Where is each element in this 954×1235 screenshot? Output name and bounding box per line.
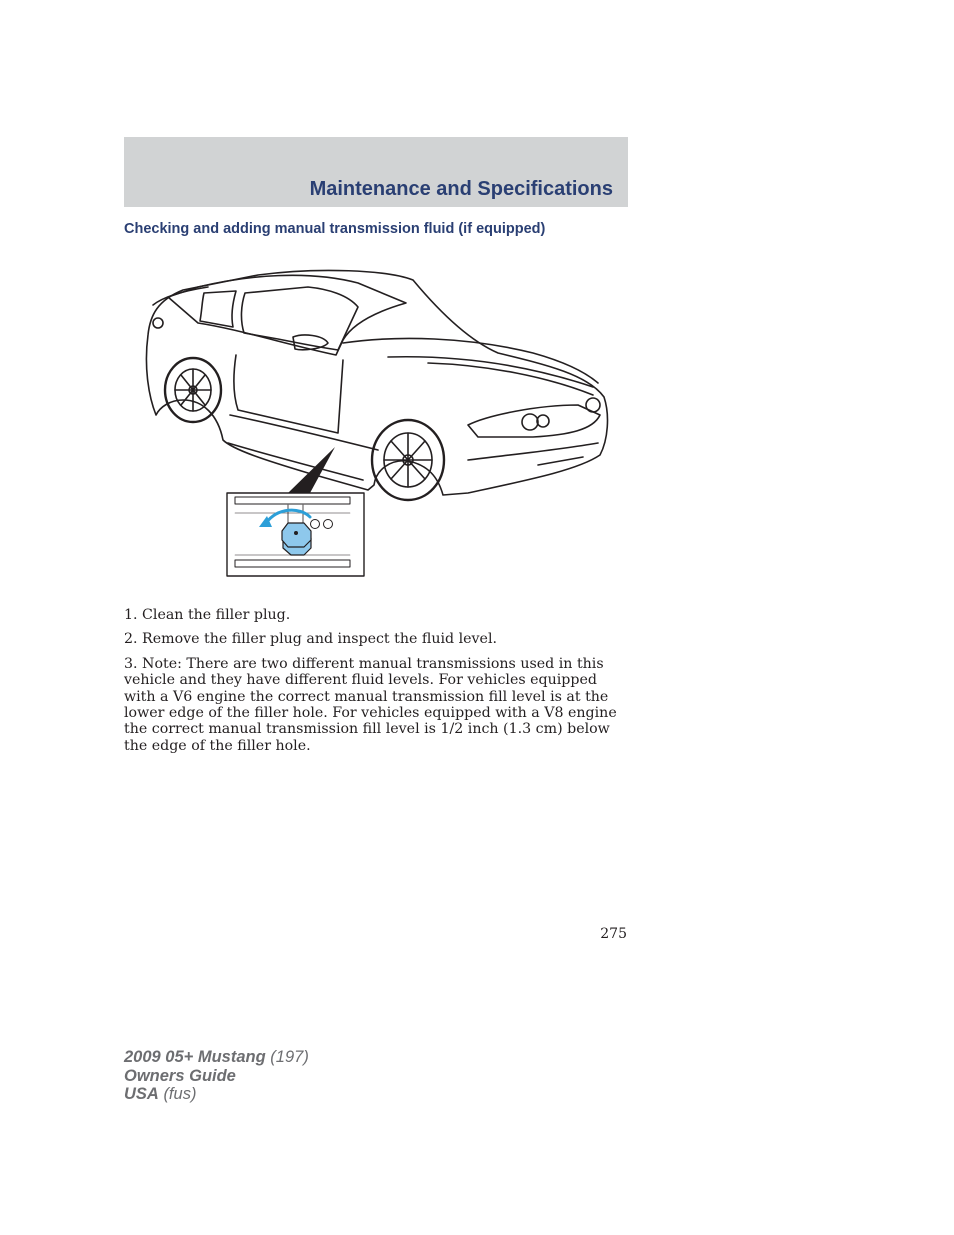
page-number: 275 <box>600 926 627 942</box>
footer-model-code: (197) <box>270 1048 309 1066</box>
footer-model: 2009 05+ Mustang <box>124 1048 266 1066</box>
step-1: 1. Clean the filler plug. <box>124 607 291 623</box>
footer-market-code: (fus) <box>163 1085 197 1103</box>
step-2: 2. Remove the filler plug and inspect the fluid level. <box>124 631 498 648</box>
car-body <box>146 270 607 495</box>
instruction-steps <box>124 607 624 762</box>
footer-market: USA <box>124 1085 159 1103</box>
front-wheel <box>372 420 444 500</box>
filler-plug-inset <box>227 493 364 576</box>
footer-line-market <box>124 1085 309 1104</box>
rear-wheel <box>165 358 221 422</box>
header-band <box>124 137 628 207</box>
document-footer <box>124 1048 309 1104</box>
page-section-title: Maintenance and Specifications <box>309 178 613 200</box>
section-heading: Checking and adding manual transmission fluid (if equipped) <box>124 221 546 237</box>
car-illustration <box>138 265 616 580</box>
footer-line-model <box>124 1048 309 1067</box>
filler-plug-icon <box>282 523 311 555</box>
footer-guide: Owners Guide <box>124 1066 236 1085</box>
step-3: 3. Note: There are two different manual transmissions used in this vehicle and they have different fluid levels. For vehicles equipped with a V6 engine the correct manual transmission fill level is at the lower edge of the filler hole. For vehicles equipped with a V8 engine the correct manual transmission fill level is 1/2 inch (1.3 cm) below the edge of the filler hole. <box>124 655 617 754</box>
